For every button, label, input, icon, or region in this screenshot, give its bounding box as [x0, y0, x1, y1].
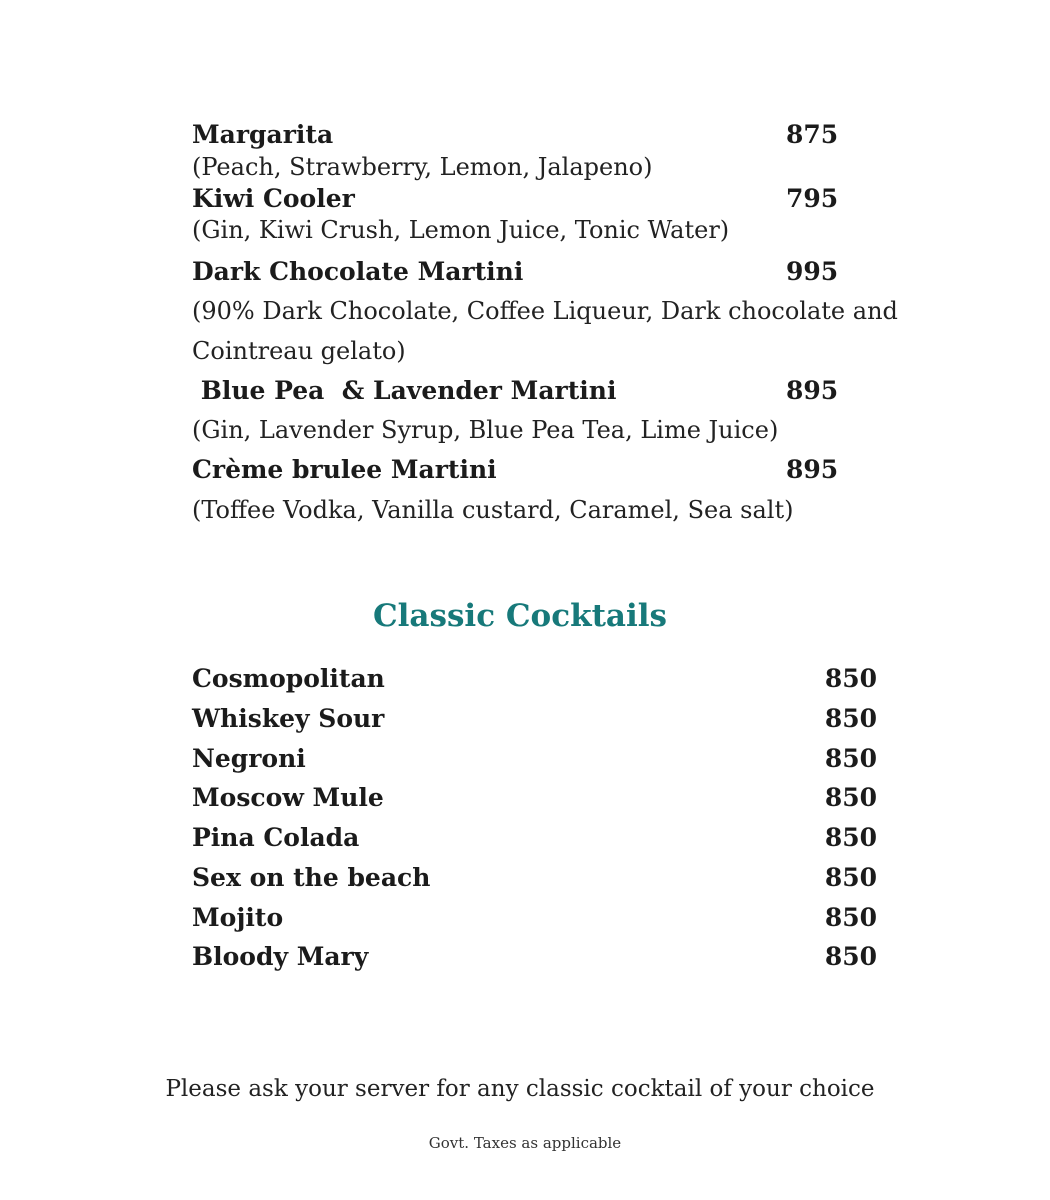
menu-item-price: 995: [786, 257, 839, 286]
menu-item-description: Cointreau gelato): [192, 337, 406, 365]
menu-item-name: Negroni: [192, 744, 306, 773]
menu-item-name: Bloody Mary: [192, 942, 369, 971]
menu-item-price: 850: [824, 664, 877, 693]
menu-item-price: 875: [786, 120, 839, 149]
menu-item-name: Whiskey Sour: [192, 704, 385, 733]
menu-item-price: 895: [786, 455, 839, 484]
tax-note: Govt. Taxes as applicable: [428, 1134, 622, 1152]
menu-item-name: Margarita: [192, 120, 334, 149]
menu-item-price: 850: [824, 863, 877, 892]
menu-item-name: Pina Colada: [192, 823, 360, 852]
menu-item-price: 850: [824, 704, 877, 733]
menu-item-name: Dark Chocolate Martini: [192, 257, 524, 286]
section-heading: Classic Cocktails: [372, 598, 667, 634]
menu-item-name: Mojito: [192, 903, 284, 932]
menu-item-description: (Toffee Vodka, Vanilla custard, Caramel, Sea salt): [192, 496, 794, 524]
menu-item-price: 795: [786, 184, 839, 213]
menu-item-price: 850: [824, 903, 877, 932]
menu-item-name: Moscow Mule: [192, 783, 384, 812]
menu-item-price: 850: [824, 783, 877, 812]
menu-item-name: Crème brulee Martini: [192, 455, 497, 484]
menu-item-price: 850: [824, 942, 877, 971]
menu-item-description: (Gin, Kiwi Crush, Lemon Juice, Tonic Water): [192, 216, 730, 244]
menu-item-price: 850: [824, 823, 877, 852]
menu-item-description: (90% Dark Chocolate, Coffee Liqueur, Dark chocolate and: [192, 297, 898, 325]
menu-item-description: (Gin, Lavender Syrup, Blue Pea Tea, Lime Juice): [192, 416, 779, 444]
menu-item-price: 850: [824, 744, 877, 773]
menu-item-name: Sex on the beach: [192, 863, 431, 892]
menu-item-name: Blue Pea & Lavender Martini: [192, 376, 617, 405]
menu-item-description: (Peach, Strawberry, Lemon, Jalapeno): [192, 153, 653, 181]
menu-item-name: Kiwi Cooler: [192, 184, 355, 213]
menu-item-price: 895: [786, 376, 839, 405]
server-note: Please ask your server for any classic cocktail of your choice: [165, 1076, 875, 1102]
menu-item-name: Cosmopolitan: [192, 664, 385, 693]
